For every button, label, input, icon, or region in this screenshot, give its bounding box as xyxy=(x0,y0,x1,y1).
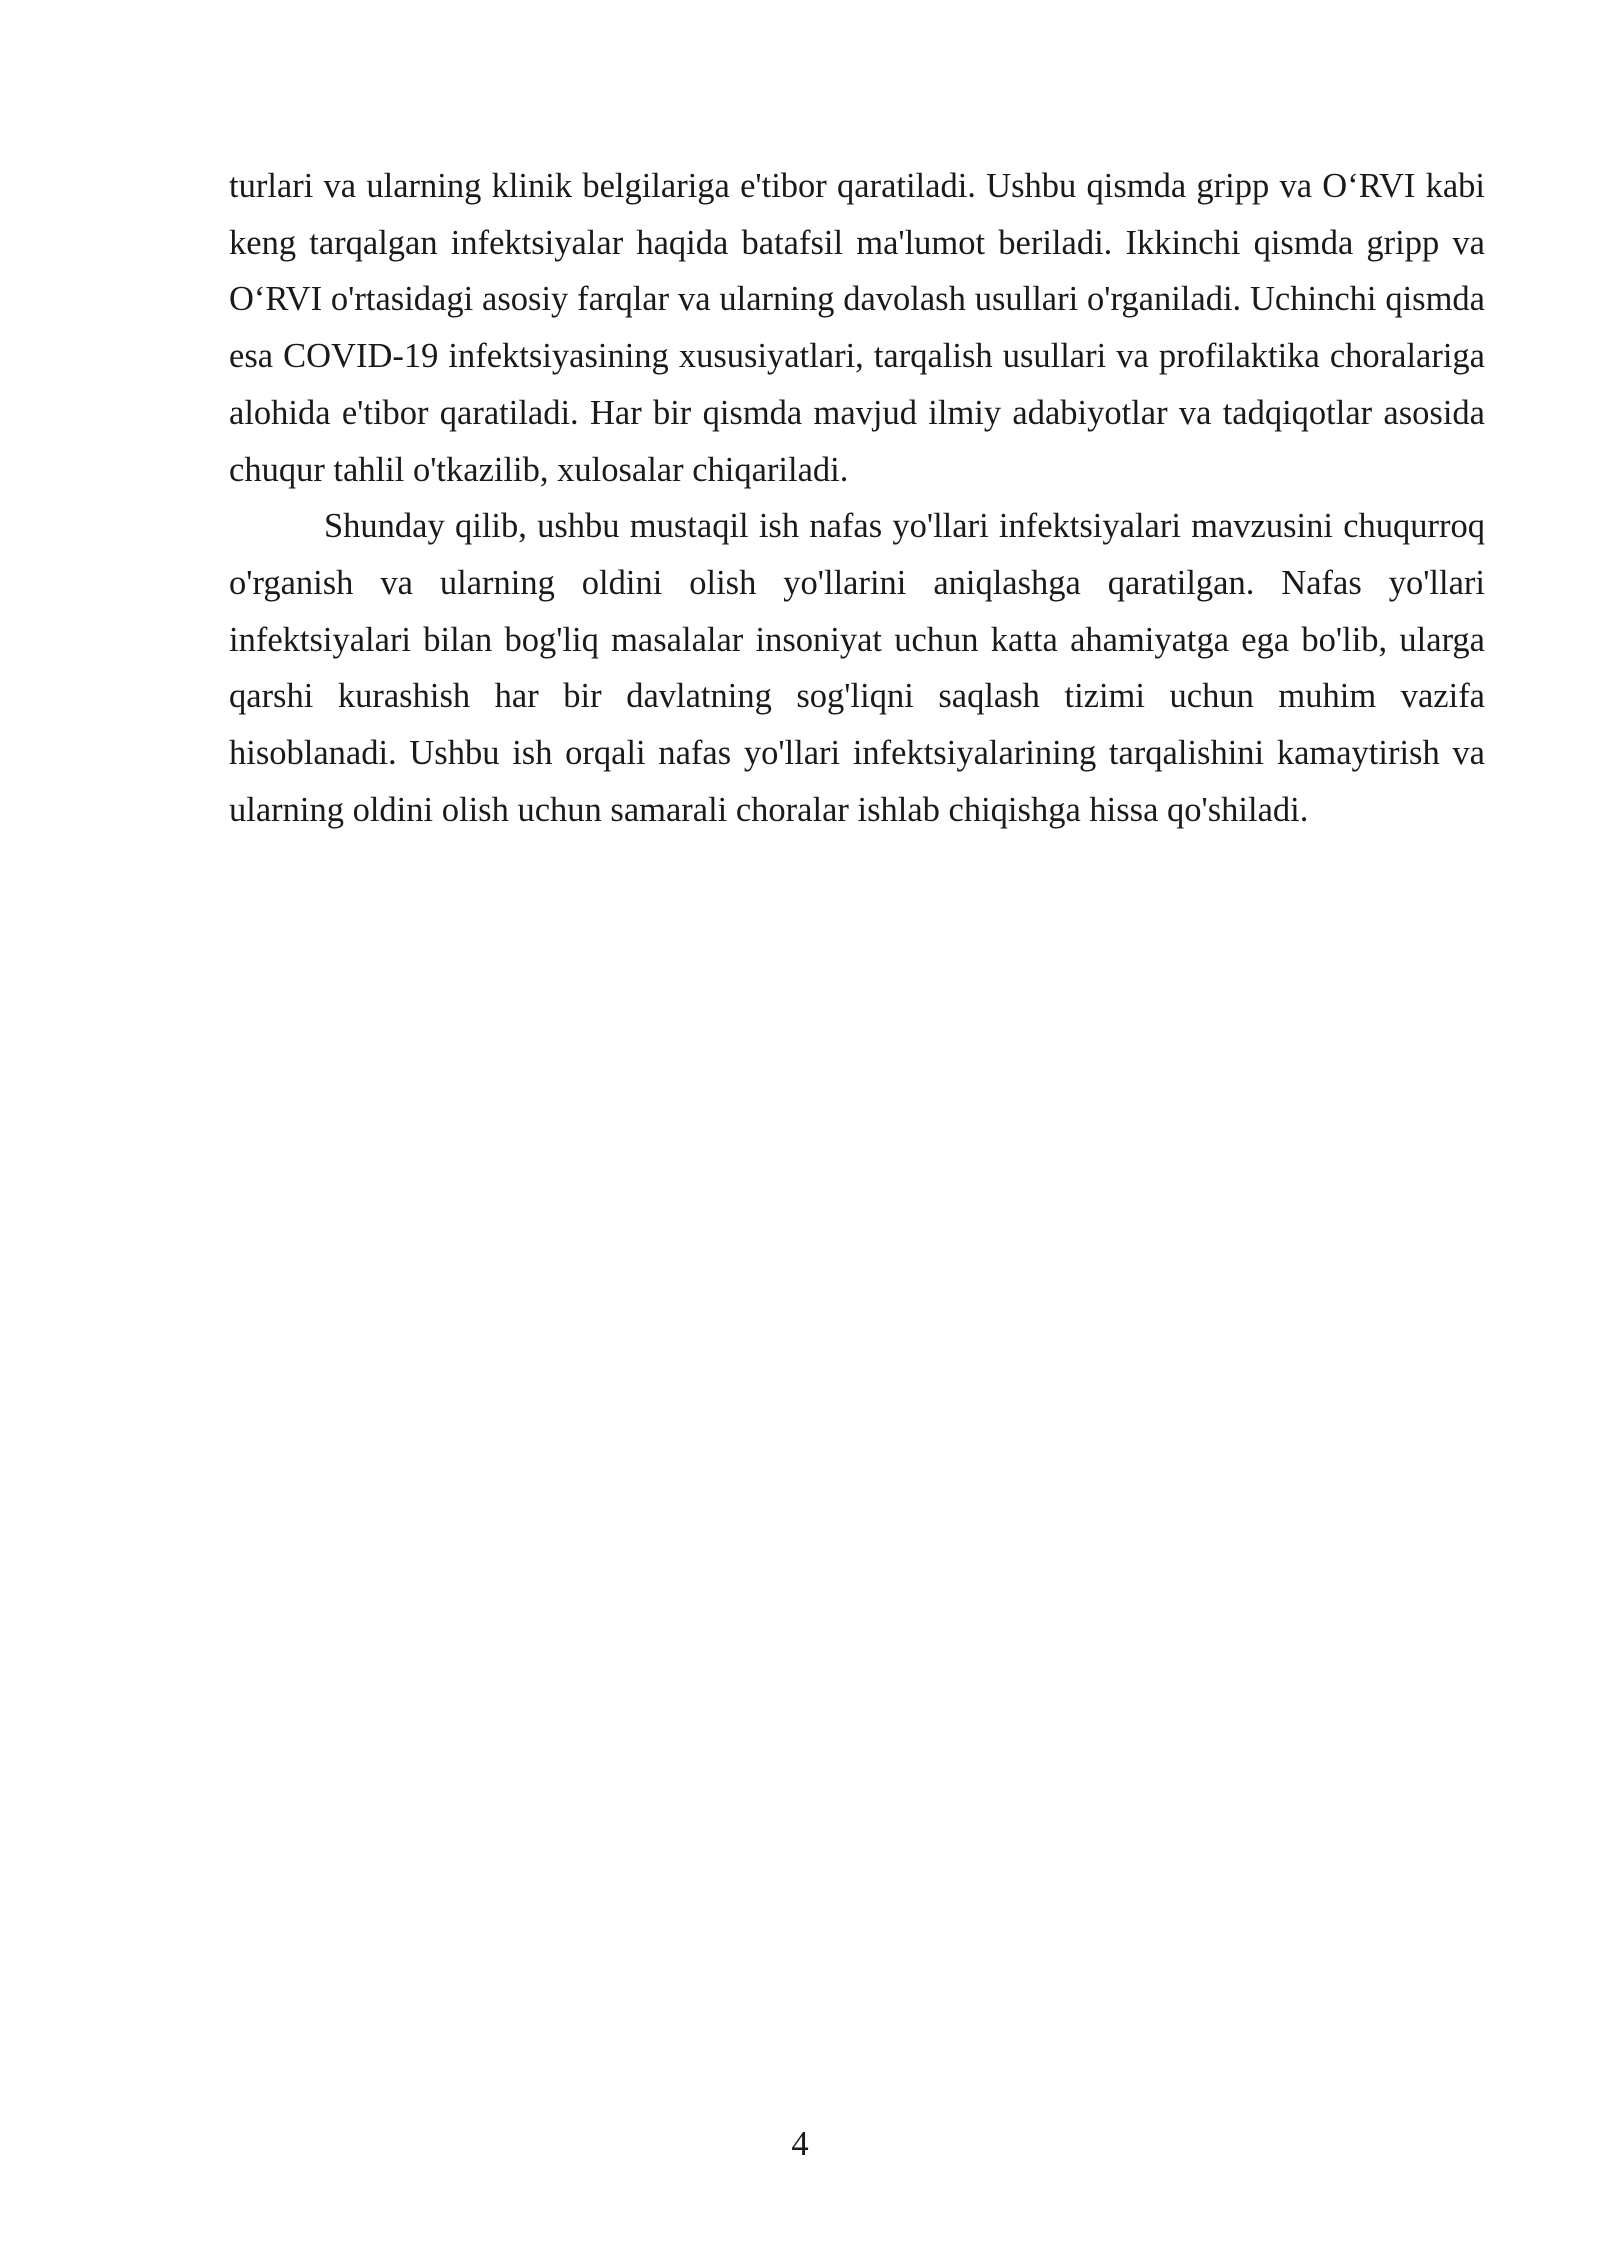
page-number: 4 xyxy=(791,2125,809,2163)
paragraph-conclusion: Shunday qilib, ushbu mustaqil ish nafas yo'llari infektsiyalari mavzusini chuqurroq o'rganish va ularning oldini olish yo'llarini aniqlashga qaratilgan. Nafas yo'llari infektsiyalari bilan bog'liq masalalar insoniyat uchun katta ahamiyatga ega bo'lib, ularga qarshi kurashish har bir davlatning sog'liqni saqlash tizimi uchun muhim vazifa hisoblanadi. Ushbu ish orqali nafas yo'llari infektsiyalarining tarqalishini kamaytirish va ularning oldini olish uchun samarali choralar ishlab chiqishga hissa qo'shiladi. xyxy=(229,507,1485,829)
body-text xyxy=(229,158,1485,838)
paragraph-continued: turlari va ularning klinik belgilariga e'tibor qaratiladi. Ushbu qismda gripp va O‘RVI kabi keng tarqalgan infektsiyalar haqida batafsil ma'lumot beriladi. Ikkinchi qismda gripp va O‘RVI o'rtasidagi asosiy farqlar va ularning davolash usullari o'rganiladi. Uchinchi qismda esa COVID-19 infektsiyasining xususiyatlari, tarqalish usullari va profilaktika choralariga alohida e'tibor qaratiladi. Har bir qismda mavjud ilmiy adabiyotlar va tadqiqotlar asosida chuqur tahlil o'tkazilib, xulosalar chiqariladi. xyxy=(229,167,1485,489)
